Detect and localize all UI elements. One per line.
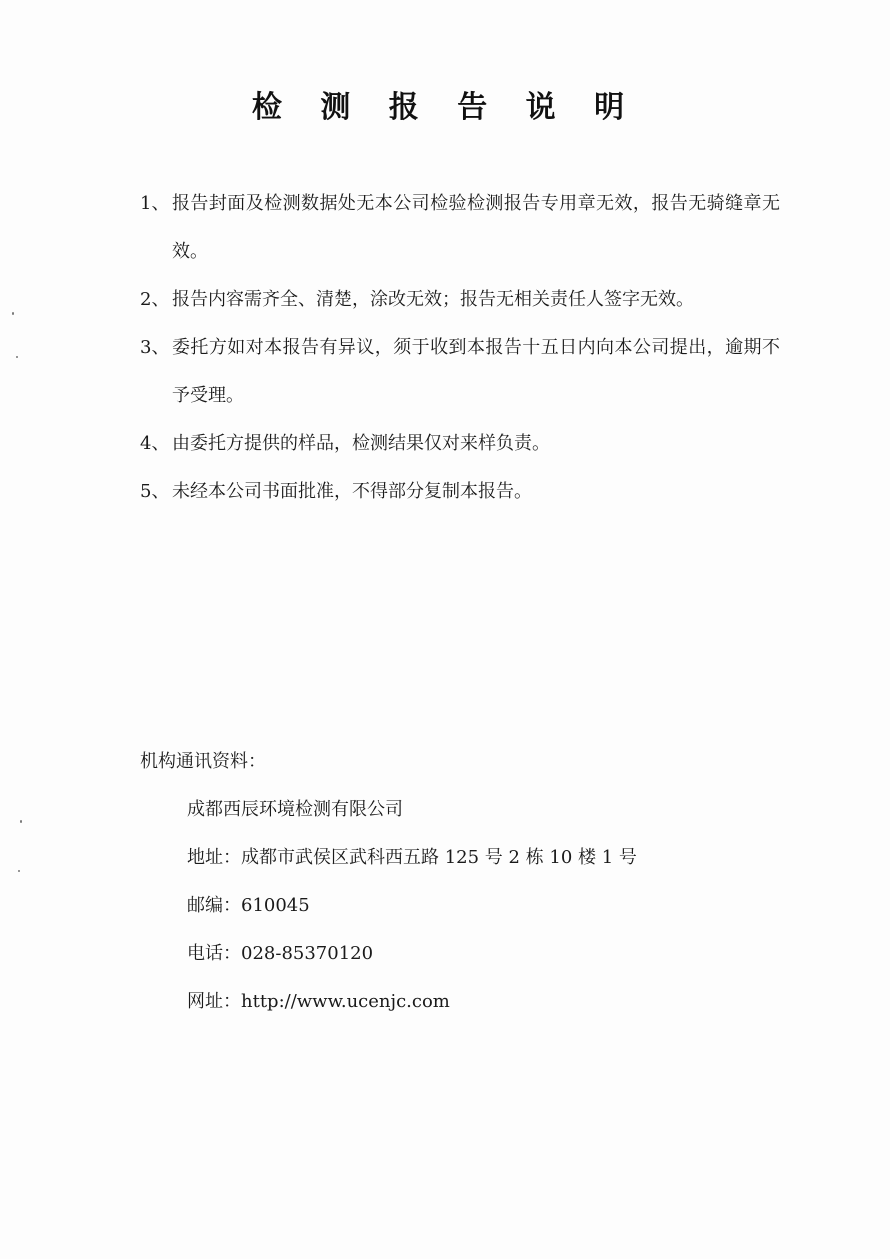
note-number: 2、 <box>140 289 170 310</box>
page-title: 检 测 报 告 说 明 <box>251 90 639 125</box>
scan-speck <box>16 356 18 358</box>
website-line: 网址：http://www.ucenjc.com <box>187 991 450 1012</box>
note-item <box>140 276 780 324</box>
note-number: 1、 <box>140 193 170 214</box>
contact-heading: 机构通讯资料： <box>140 751 266 772</box>
phone-line: 电话：028-85370120 <box>187 943 374 964</box>
scan-speck <box>20 820 22 823</box>
scan-speck <box>18 870 20 872</box>
note-text: 报告封面及检测数据处无本公司检验检测报告专用章无效，报告无骑缝章无效。 <box>172 193 780 262</box>
notes-list <box>140 180 780 516</box>
note-item <box>140 420 780 468</box>
note-number: 5、 <box>140 481 170 502</box>
note-item <box>140 324 780 420</box>
note-item <box>140 468 780 516</box>
contact-block <box>187 786 637 1026</box>
note-text: 委托方如对本报告有异议，须于收到本报告十五日内向本公司提出，逾期不予受理。 <box>172 337 780 406</box>
note-number: 4、 <box>140 433 170 454</box>
note-item <box>140 180 780 276</box>
address-line: 地址：成都市武侯区武科西五路 125 号 2 栋 10 楼 1 号 <box>187 847 637 868</box>
note-text: 未经本公司书面批准，不得部分复制本报告。 <box>172 481 532 502</box>
note-number: 3、 <box>140 337 170 358</box>
scan-speck <box>12 312 14 315</box>
company-name: 成都西辰环境检测有限公司 <box>187 799 403 820</box>
note-text: 由委托方提供的样品，检测结果仅对来样负责。 <box>172 433 550 454</box>
note-text: 报告内容需齐全、清楚，涂改无效；报告无相关责任人签字无效。 <box>172 289 694 310</box>
postcode-line: 邮编：610045 <box>187 895 310 916</box>
